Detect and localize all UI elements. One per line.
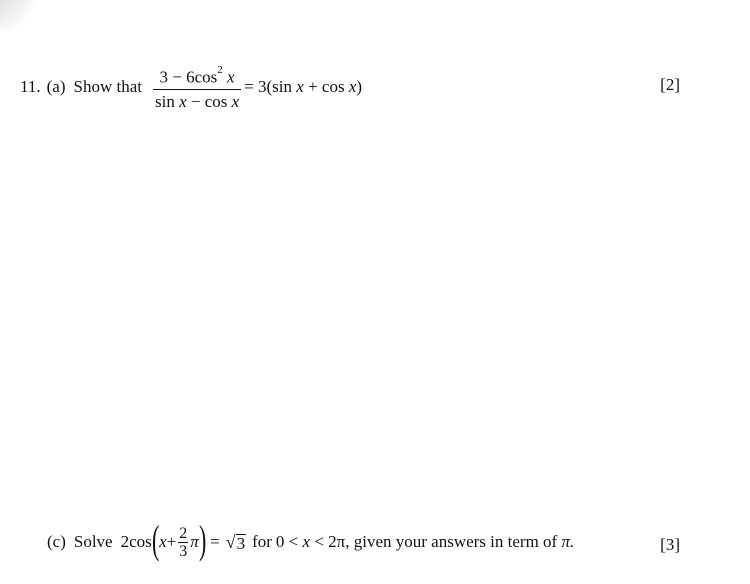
inner-x: x (159, 532, 167, 551)
for-text: for (252, 532, 272, 551)
question-number: 11. (20, 77, 41, 97)
range-expression: 0 < x < 2π (275, 532, 346, 551)
right-paren: ) (198, 517, 207, 562)
question-11c (47, 517, 575, 562)
instruction-tail: , given your answers in term of (345, 532, 558, 551)
left-paren: ( (151, 517, 160, 562)
cos-coefficient: 2cos (120, 532, 152, 551)
question-11a (20, 64, 362, 111)
equals-sign: = (210, 532, 220, 551)
inner-plus: + (166, 532, 177, 551)
square-root: √ 3 (225, 531, 246, 553)
fraction-lhs (153, 64, 241, 111)
marks-a: [2] (660, 75, 680, 94)
marks-c: [3] (660, 535, 680, 554)
fraction-denominator: 3 (179, 542, 188, 560)
part-c-label: (c) (47, 532, 66, 551)
fraction-numerator: 2 (179, 524, 188, 542)
part-a-label: (a) (46, 77, 66, 97)
pi-symbol: π (190, 532, 199, 551)
part-a-lead: Show that (73, 77, 142, 97)
part-c-lead: Solve (73, 532, 113, 551)
rhs-expression: = 3(sin x + cos x) (244, 77, 363, 97)
tail-pi: π. (561, 532, 575, 551)
page-corner-shadow (0, 0, 40, 30)
two-thirds-fraction (178, 525, 188, 560)
fraction-numerator: $3 - 6\cos^2$ x (159, 64, 235, 87)
fraction-denominator: sin x − cos x (154, 91, 240, 111)
radical-sign-icon: √ (225, 531, 236, 552)
